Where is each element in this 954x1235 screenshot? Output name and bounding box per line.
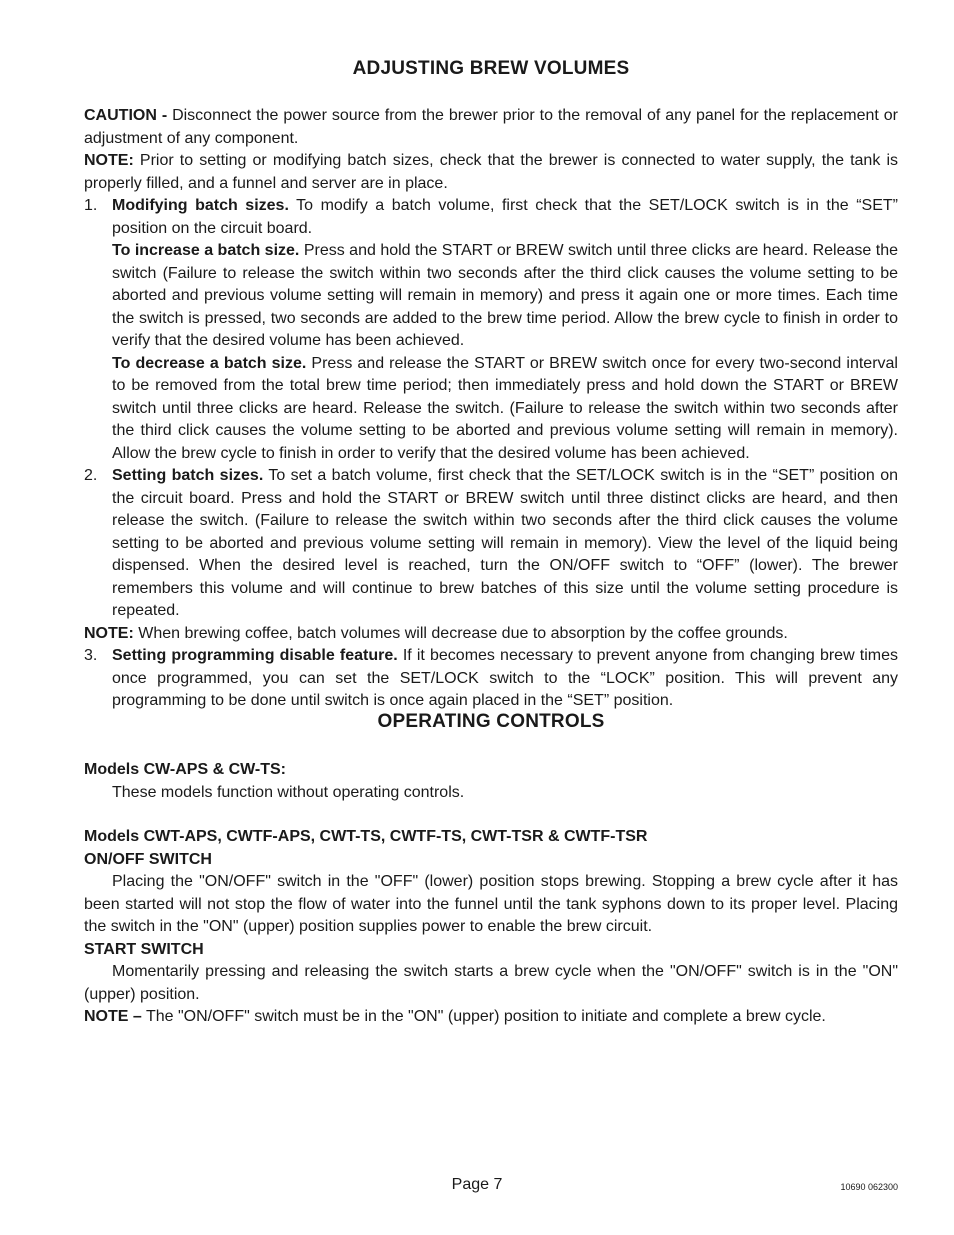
list-item-programming-disable (84, 645, 898, 713)
setting-label: Setting batch sizes. (112, 467, 264, 484)
start-switch-heading: START SWITCH (84, 940, 204, 958)
decrease-text: Press and release the START or BREW switch once for every two-second interval to be removed from the total brew time period; then immediately press and hold down the START or BREW switch until three clicks are heard. Release the switch. (Failure to release the switch within two seconds after the third click causes the volume setting to be aborted and previous volume setting will remain in memory). Allow the brew cycle to finish in order to verify that the desired volume has been achieved. (112, 354, 898, 462)
note-label: NOTE: (84, 152, 134, 169)
models-cw-block (84, 759, 898, 804)
setting-text: To set a batch volume, first check that the SET/LOCK switch is in the “SET” position on the circuit board. Press and hold the START or BREW switch until three distinct clicks are heard, and then release the switch. (Failure to release the switch within two seconds after the third click causes the volume setting to be aborted and previous volume setting will remain in memory). View the level of the liquid being dispensed. When the desired level is reached, turn the ON/OFF switch to “OFF” (lower). The brewer remembers this volume and will continue to brew batches of this size until the volume setting procedure is repeated. (112, 467, 898, 619)
disable-label: Setting programming disable feature. (112, 647, 398, 664)
setting-paragraph (112, 465, 898, 623)
section-title-operating-controls: OPERATING CONTROLS (377, 711, 605, 732)
page-number: Page 7 (451, 1176, 503, 1193)
onoff-switch-heading: ON/OFF SWITCH (84, 850, 212, 868)
models-cwt-heading: Models CWT-APS, CWTF-APS, CWT-TS, CWTF-TS, CWT-TSR & CWTF-TSR (84, 828, 648, 845)
disable-text: If it becomes necessary to prevent anyone from changing brew times once programmed, you can set the SET/LOCK switch to the “LOCK” position. This will prevent any programming to be done until switch is once again placed in the “SET” position. (112, 647, 898, 709)
list-item-number: 1. (84, 197, 98, 214)
models-cwt-block (84, 826, 898, 1029)
caution-label: CAUTION - (84, 107, 168, 124)
list-item-modifying-batch-sizes (84, 195, 898, 465)
note-paragraph (84, 150, 898, 195)
modifying-label: Modifying batch sizes. (112, 197, 289, 214)
list-item-setting-batch-sizes (84, 465, 898, 623)
list-item-number: 3. (84, 647, 98, 664)
modifying-paragraph (112, 195, 898, 240)
models-cw-heading: Models CW-APS & CW-TS: (84, 761, 287, 778)
increase-paragraph (112, 240, 898, 353)
note-label: NOTE: (84, 624, 134, 642)
onoff-switch-text: Placing the "ON/OFF" switch in the "OFF" (lower) position stops brewing. Stopping a brew cycle after it has been started will not stop the flow of water into the funnel until the tank syphons down to its proper level. Placing the switch in the "ON" (upper) position supplies power to enable the brew circuit. (84, 873, 898, 935)
note-paragraph-coffee (84, 623, 898, 646)
note-paragraph-onoff (84, 1006, 898, 1029)
section-title-adjusting-brew-volumes: ADJUSTING BREW VOLUMES (352, 58, 630, 79)
note-text: The "ON/OFF" switch must be in the "ON" (upper) position to initiate and complete a brew cycle. (141, 1008, 826, 1025)
modifying-text: To modify a batch volume, first check that the SET/LOCK switch is in the “SET” position on the circuit board. (112, 197, 898, 237)
disable-paragraph (112, 645, 898, 713)
decrease-label: To decrease a batch size. (112, 354, 307, 372)
caution-text: Disconnect the power source from the brewer prior to the removal of any panel for the replacement or adjustment of any component. (84, 107, 898, 147)
list-item-number: 2. (84, 467, 98, 484)
decrease-paragraph (112, 353, 898, 466)
note-text: When brewing coffee, batch volumes will decrease due to absorption by the coffee grounds. (133, 624, 788, 642)
increase-label: To increase a batch size. (112, 242, 300, 259)
increase-text: Press and hold the START or BREW switch until three clicks are heard. Release the switch (Failure to release the switch within two seconds after the third click causes the volume setting to be aborted and previous volume setting will remain in memory) and press it again one or more times. Each time the switch is pressed, two seconds are added to the brew time period. Allow the brew cycle to finish in order to verify that the desired volume has been achieved. (112, 242, 898, 349)
adjusting-section-body (84, 105, 898, 713)
caution-paragraph (84, 105, 898, 150)
note-label: NOTE – (84, 1008, 142, 1025)
note-text: Prior to setting or modifying batch sizes, check that the brewer is connected to water supply, the tank is properly filled, and a funnel and server are in place. (84, 152, 898, 192)
start-switch-text: Momentarily pressing and releasing the switch starts a brew cycle when the "ON/OFF" switch is in the "ON" (upper) position. (84, 963, 898, 1003)
document-code: 10690 062300 (840, 1182, 898, 1192)
models-cw-text: These models function without operating controls. (112, 783, 465, 801)
